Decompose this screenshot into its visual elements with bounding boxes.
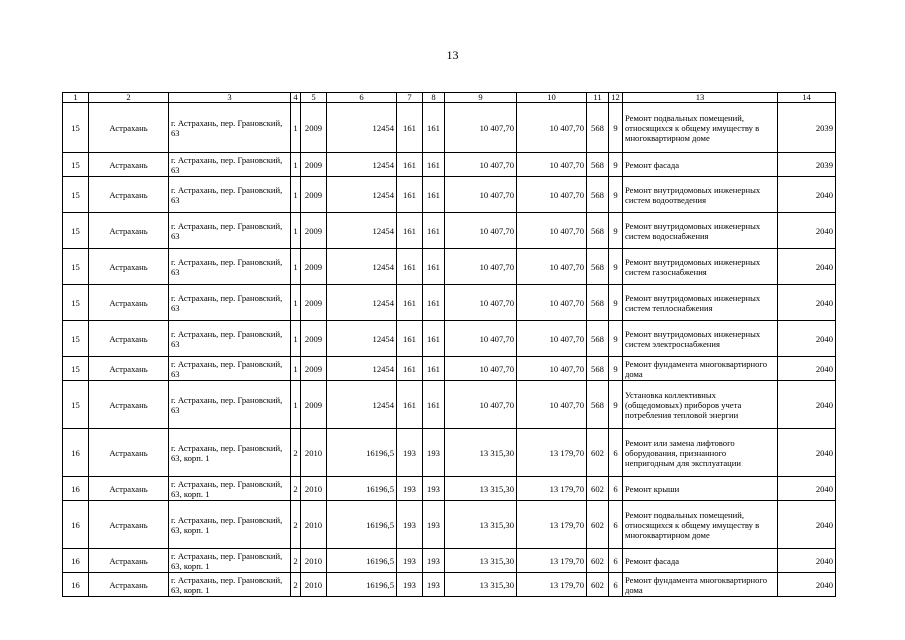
- col4-cell: 1: [291, 213, 301, 249]
- row-number-cell: 15: [63, 153, 89, 177]
- area-cell: 16196,5: [327, 477, 397, 501]
- col4-cell: 2: [291, 549, 301, 573]
- city-cell: Астрахань: [89, 501, 169, 549]
- col9-cell: 10 407,70: [445, 249, 517, 285]
- col8-cell: 161: [423, 153, 445, 177]
- table-row: [63, 285, 836, 321]
- col10-cell: 10 407,70: [517, 381, 587, 429]
- col9-cell: 10 407,70: [445, 357, 517, 381]
- col11-cell: 568: [587, 177, 609, 213]
- address-cell: г. Астрахань, пер. Грановский, 63, корп. 1: [169, 477, 291, 501]
- area-cell: 16196,5: [327, 549, 397, 573]
- year-cell: 2009: [301, 381, 327, 429]
- row-number-cell: 16: [63, 477, 89, 501]
- row-number-cell: 15: [63, 213, 89, 249]
- year-cell: 2009: [301, 103, 327, 153]
- address-cell: г. Астрахань, пер. Грановский, 63: [169, 177, 291, 213]
- planned-year-cell: 2040: [778, 501, 836, 549]
- year-cell: 2010: [301, 501, 327, 549]
- row-number-cell: 15: [63, 285, 89, 321]
- address-cell: г. Астрахань, пер. Грановский, 63: [169, 381, 291, 429]
- table-row: [63, 381, 836, 429]
- planned-year-cell: 2040: [778, 549, 836, 573]
- col7-cell: 161: [397, 103, 423, 153]
- row-number-cell: 16: [63, 549, 89, 573]
- col11-cell: 568: [587, 213, 609, 249]
- col9-cell: 10 407,70: [445, 213, 517, 249]
- col10-cell: 10 407,70: [517, 177, 587, 213]
- col10-cell: 10 407,70: [517, 357, 587, 381]
- col11-cell: 568: [587, 381, 609, 429]
- col11-cell: 568: [587, 321, 609, 357]
- year-cell: 2009: [301, 153, 327, 177]
- col12-cell: 9: [609, 321, 623, 357]
- area-cell: 12454: [327, 213, 397, 249]
- row-number-cell: 15: [63, 321, 89, 357]
- table-row: [63, 357, 836, 381]
- planned-year-cell: 2040: [778, 213, 836, 249]
- table-row: [63, 321, 836, 357]
- col8-cell: 193: [423, 477, 445, 501]
- col10-cell: 13 179,70: [517, 429, 587, 477]
- address-cell: г. Астрахань, пер. Грановский, 63: [169, 153, 291, 177]
- city-cell: Астрахань: [89, 381, 169, 429]
- city-cell: Астрахань: [89, 357, 169, 381]
- work-type-cell: Ремонт крыши: [623, 477, 778, 501]
- planned-year-cell: 2040: [778, 477, 836, 501]
- col9-cell: 10 407,70: [445, 285, 517, 321]
- col8-cell: 193: [423, 549, 445, 573]
- address-cell: г. Астрахань, пер. Грановский, 63: [169, 285, 291, 321]
- work-type-cell: Ремонт фасада: [623, 153, 778, 177]
- col9-cell: 13 315,30: [445, 573, 517, 597]
- work-type-cell: Ремонт подвальных помещений, относящихся к общему имуществу в многоквартирном доме: [623, 103, 778, 153]
- city-cell: Астрахань: [89, 285, 169, 321]
- year-cell: 2009: [301, 357, 327, 381]
- col11-cell: 568: [587, 285, 609, 321]
- area-cell: 12454: [327, 381, 397, 429]
- col4-cell: 1: [291, 249, 301, 285]
- area-cell: 12454: [327, 103, 397, 153]
- column-header: 3: [169, 93, 291, 103]
- planned-year-cell: 2040: [778, 429, 836, 477]
- page-number: 13: [446, 48, 459, 62]
- year-cell: 2010: [301, 477, 327, 501]
- column-header: 1: [63, 93, 89, 103]
- col8-cell: 161: [423, 381, 445, 429]
- col11-cell: 568: [587, 153, 609, 177]
- year-cell: 2010: [301, 429, 327, 477]
- col8-cell: 161: [423, 103, 445, 153]
- year-cell: 2009: [301, 177, 327, 213]
- work-type-cell: Ремонт или замена лифтового оборудования, признанного непригодным для эксплуатации: [623, 429, 778, 477]
- col9-cell: 13 315,30: [445, 477, 517, 501]
- col12-cell: 6: [609, 549, 623, 573]
- planned-year-cell: 2040: [778, 321, 836, 357]
- work-type-cell: Ремонт внутридомовых инженерных систем газоснабжения: [623, 249, 778, 285]
- col12-cell: 9: [609, 213, 623, 249]
- col10-cell: 13 179,70: [517, 501, 587, 549]
- col9-cell: 10 407,70: [445, 177, 517, 213]
- city-cell: Астрахань: [89, 177, 169, 213]
- col8-cell: 193: [423, 429, 445, 477]
- col12-cell: 9: [609, 177, 623, 213]
- col8-cell: 193: [423, 573, 445, 597]
- row-number-cell: 16: [63, 501, 89, 549]
- row-number-cell: 16: [63, 429, 89, 477]
- col10-cell: 10 407,70: [517, 103, 587, 153]
- area-cell: 12454: [327, 321, 397, 357]
- column-header: 5: [301, 93, 327, 103]
- row-number-cell: 15: [63, 177, 89, 213]
- planned-year-cell: 2040: [778, 381, 836, 429]
- col9-cell: 13 315,30: [445, 501, 517, 549]
- address-cell: г. Астрахань, пер. Грановский, 63: [169, 249, 291, 285]
- column-header: 6: [327, 93, 397, 103]
- col7-cell: 161: [397, 213, 423, 249]
- planned-year-cell: 2039: [778, 103, 836, 153]
- col8-cell: 161: [423, 285, 445, 321]
- col11-cell: 602: [587, 501, 609, 549]
- col7-cell: 193: [397, 501, 423, 549]
- planned-year-cell: 2040: [778, 357, 836, 381]
- col4-cell: 1: [291, 285, 301, 321]
- column-header: 9: [445, 93, 517, 103]
- city-cell: Астрахань: [89, 249, 169, 285]
- col10-cell: 13 179,70: [517, 573, 587, 597]
- city-cell: Астрахань: [89, 103, 169, 153]
- col9-cell: 10 407,70: [445, 153, 517, 177]
- area-cell: 16196,5: [327, 501, 397, 549]
- address-cell: г. Астрахань, пер. Грановский, 63: [169, 321, 291, 357]
- col7-cell: 193: [397, 573, 423, 597]
- work-type-cell: Ремонт внутридомовых инженерных систем водоснабжения: [623, 213, 778, 249]
- area-cell: 12454: [327, 249, 397, 285]
- col7-cell: 161: [397, 249, 423, 285]
- col10-cell: 10 407,70: [517, 249, 587, 285]
- city-cell: Астрахань: [89, 153, 169, 177]
- year-cell: 2010: [301, 549, 327, 573]
- column-header: 10: [517, 93, 587, 103]
- table-row: [63, 573, 836, 597]
- col12-cell: 9: [609, 249, 623, 285]
- planned-year-cell: 2040: [778, 573, 836, 597]
- work-type-cell: Ремонт фундамента многоквартирного дома: [623, 573, 778, 597]
- col12-cell: 6: [609, 429, 623, 477]
- table-row: [63, 477, 836, 501]
- planned-year-cell: 2040: [778, 285, 836, 321]
- col12-cell: 6: [609, 501, 623, 549]
- address-cell: г. Астрахань, пер. Грановский, 63: [169, 103, 291, 153]
- col7-cell: 161: [397, 177, 423, 213]
- col4-cell: 1: [291, 153, 301, 177]
- table-row: [63, 429, 836, 477]
- work-type-cell: Ремонт внутридомовых инженерных систем электроснабжения: [623, 321, 778, 357]
- col4-cell: 2: [291, 477, 301, 501]
- col11-cell: 568: [587, 357, 609, 381]
- col12-cell: 9: [609, 357, 623, 381]
- col4-cell: 1: [291, 357, 301, 381]
- table-body: [63, 103, 836, 597]
- col9-cell: 10 407,70: [445, 103, 517, 153]
- col12-cell: 9: [609, 381, 623, 429]
- address-cell: г. Астрахань, пер. Грановский, 63, корп. 1: [169, 573, 291, 597]
- col7-cell: 193: [397, 549, 423, 573]
- row-number-cell: 16: [63, 573, 89, 597]
- column-header: 4: [291, 93, 301, 103]
- year-cell: 2009: [301, 249, 327, 285]
- col4-cell: 1: [291, 321, 301, 357]
- column-header: 7: [397, 93, 423, 103]
- column-header: 2: [89, 93, 169, 103]
- col8-cell: 161: [423, 321, 445, 357]
- col4-cell: 1: [291, 177, 301, 213]
- area-cell: 12454: [327, 357, 397, 381]
- city-cell: Астрахань: [89, 213, 169, 249]
- col8-cell: 161: [423, 213, 445, 249]
- capital-repair-table: [62, 92, 836, 597]
- col8-cell: 161: [423, 177, 445, 213]
- col7-cell: 193: [397, 477, 423, 501]
- table-row: [63, 103, 836, 153]
- col10-cell: 13 179,70: [517, 477, 587, 501]
- col7-cell: 161: [397, 357, 423, 381]
- work-type-cell: Ремонт внутридомовых инженерных систем теплоснабжения: [623, 285, 778, 321]
- col11-cell: 568: [587, 103, 609, 153]
- work-type-cell: Ремонт фундамента многоквартирного дома: [623, 357, 778, 381]
- col10-cell: 10 407,70: [517, 213, 587, 249]
- area-cell: 16196,5: [327, 573, 397, 597]
- col11-cell: 568: [587, 249, 609, 285]
- col12-cell: 9: [609, 285, 623, 321]
- year-cell: 2009: [301, 213, 327, 249]
- col4-cell: 2: [291, 573, 301, 597]
- city-cell: Астрахань: [89, 549, 169, 573]
- area-cell: 12454: [327, 153, 397, 177]
- planned-year-cell: 2040: [778, 249, 836, 285]
- col12-cell: 9: [609, 153, 623, 177]
- col11-cell: 602: [587, 573, 609, 597]
- col9-cell: 13 315,30: [445, 549, 517, 573]
- col12-cell: 6: [609, 477, 623, 501]
- row-number-cell: 15: [63, 381, 89, 429]
- col8-cell: 161: [423, 357, 445, 381]
- table-row: [63, 153, 836, 177]
- city-cell: Астрахань: [89, 477, 169, 501]
- address-cell: г. Астрахань, пер. Грановский, 63, корп. 1: [169, 501, 291, 549]
- col10-cell: 13 179,70: [517, 549, 587, 573]
- col12-cell: 9: [609, 103, 623, 153]
- column-number-row: [63, 93, 836, 103]
- col11-cell: 602: [587, 549, 609, 573]
- year-cell: 2010: [301, 573, 327, 597]
- column-header: 12: [609, 93, 623, 103]
- column-header: 8: [423, 93, 445, 103]
- address-cell: г. Астрахань, пер. Грановский, 63: [169, 357, 291, 381]
- col11-cell: 602: [587, 429, 609, 477]
- col4-cell: 2: [291, 501, 301, 549]
- col8-cell: 193: [423, 501, 445, 549]
- table-row: [63, 249, 836, 285]
- address-cell: г. Астрахань, пер. Грановский, 63, корп. 1: [169, 429, 291, 477]
- col7-cell: 161: [397, 321, 423, 357]
- column-header: 11: [587, 93, 609, 103]
- col9-cell: 13 315,30: [445, 429, 517, 477]
- col4-cell: 1: [291, 103, 301, 153]
- work-type-cell: Установка коллективных (общедомовых) приборов учета потребления тепловой энергии: [623, 381, 778, 429]
- col7-cell: 193: [397, 429, 423, 477]
- col12-cell: 6: [609, 573, 623, 597]
- city-cell: Астрахань: [89, 573, 169, 597]
- table-row: [63, 177, 836, 213]
- col7-cell: 161: [397, 381, 423, 429]
- table-row: [63, 501, 836, 549]
- planned-year-cell: 2040: [778, 177, 836, 213]
- area-cell: 16196,5: [327, 429, 397, 477]
- col10-cell: 10 407,70: [517, 153, 587, 177]
- col7-cell: 161: [397, 285, 423, 321]
- col9-cell: 10 407,70: [445, 321, 517, 357]
- work-type-cell: Ремонт подвальных помещений, относящихся к общему имуществу в многоквартирном доме: [623, 501, 778, 549]
- city-cell: Астрахань: [89, 429, 169, 477]
- col9-cell: 10 407,70: [445, 381, 517, 429]
- col11-cell: 602: [587, 477, 609, 501]
- table-row: [63, 549, 836, 573]
- address-cell: г. Астрахань, пер. Грановский, 63: [169, 213, 291, 249]
- col10-cell: 10 407,70: [517, 285, 587, 321]
- col8-cell: 161: [423, 249, 445, 285]
- col7-cell: 161: [397, 153, 423, 177]
- planned-year-cell: 2039: [778, 153, 836, 177]
- year-cell: 2009: [301, 321, 327, 357]
- city-cell: Астрахань: [89, 321, 169, 357]
- row-number-cell: 15: [63, 103, 89, 153]
- area-cell: 12454: [327, 285, 397, 321]
- year-cell: 2009: [301, 285, 327, 321]
- row-number-cell: 15: [63, 249, 89, 285]
- col10-cell: 10 407,70: [517, 321, 587, 357]
- address-cell: г. Астрахань, пер. Грановский, 63, корп. 1: [169, 549, 291, 573]
- col4-cell: 2: [291, 429, 301, 477]
- column-header: 14: [778, 93, 836, 103]
- table-row: [63, 213, 836, 249]
- col4-cell: 1: [291, 381, 301, 429]
- work-type-cell: Ремонт внутридомовых инженерных систем водоотведения: [623, 177, 778, 213]
- area-cell: 12454: [327, 177, 397, 213]
- column-header: 13: [623, 93, 778, 103]
- work-type-cell: Ремонт фасада: [623, 549, 778, 573]
- row-number-cell: 15: [63, 357, 89, 381]
